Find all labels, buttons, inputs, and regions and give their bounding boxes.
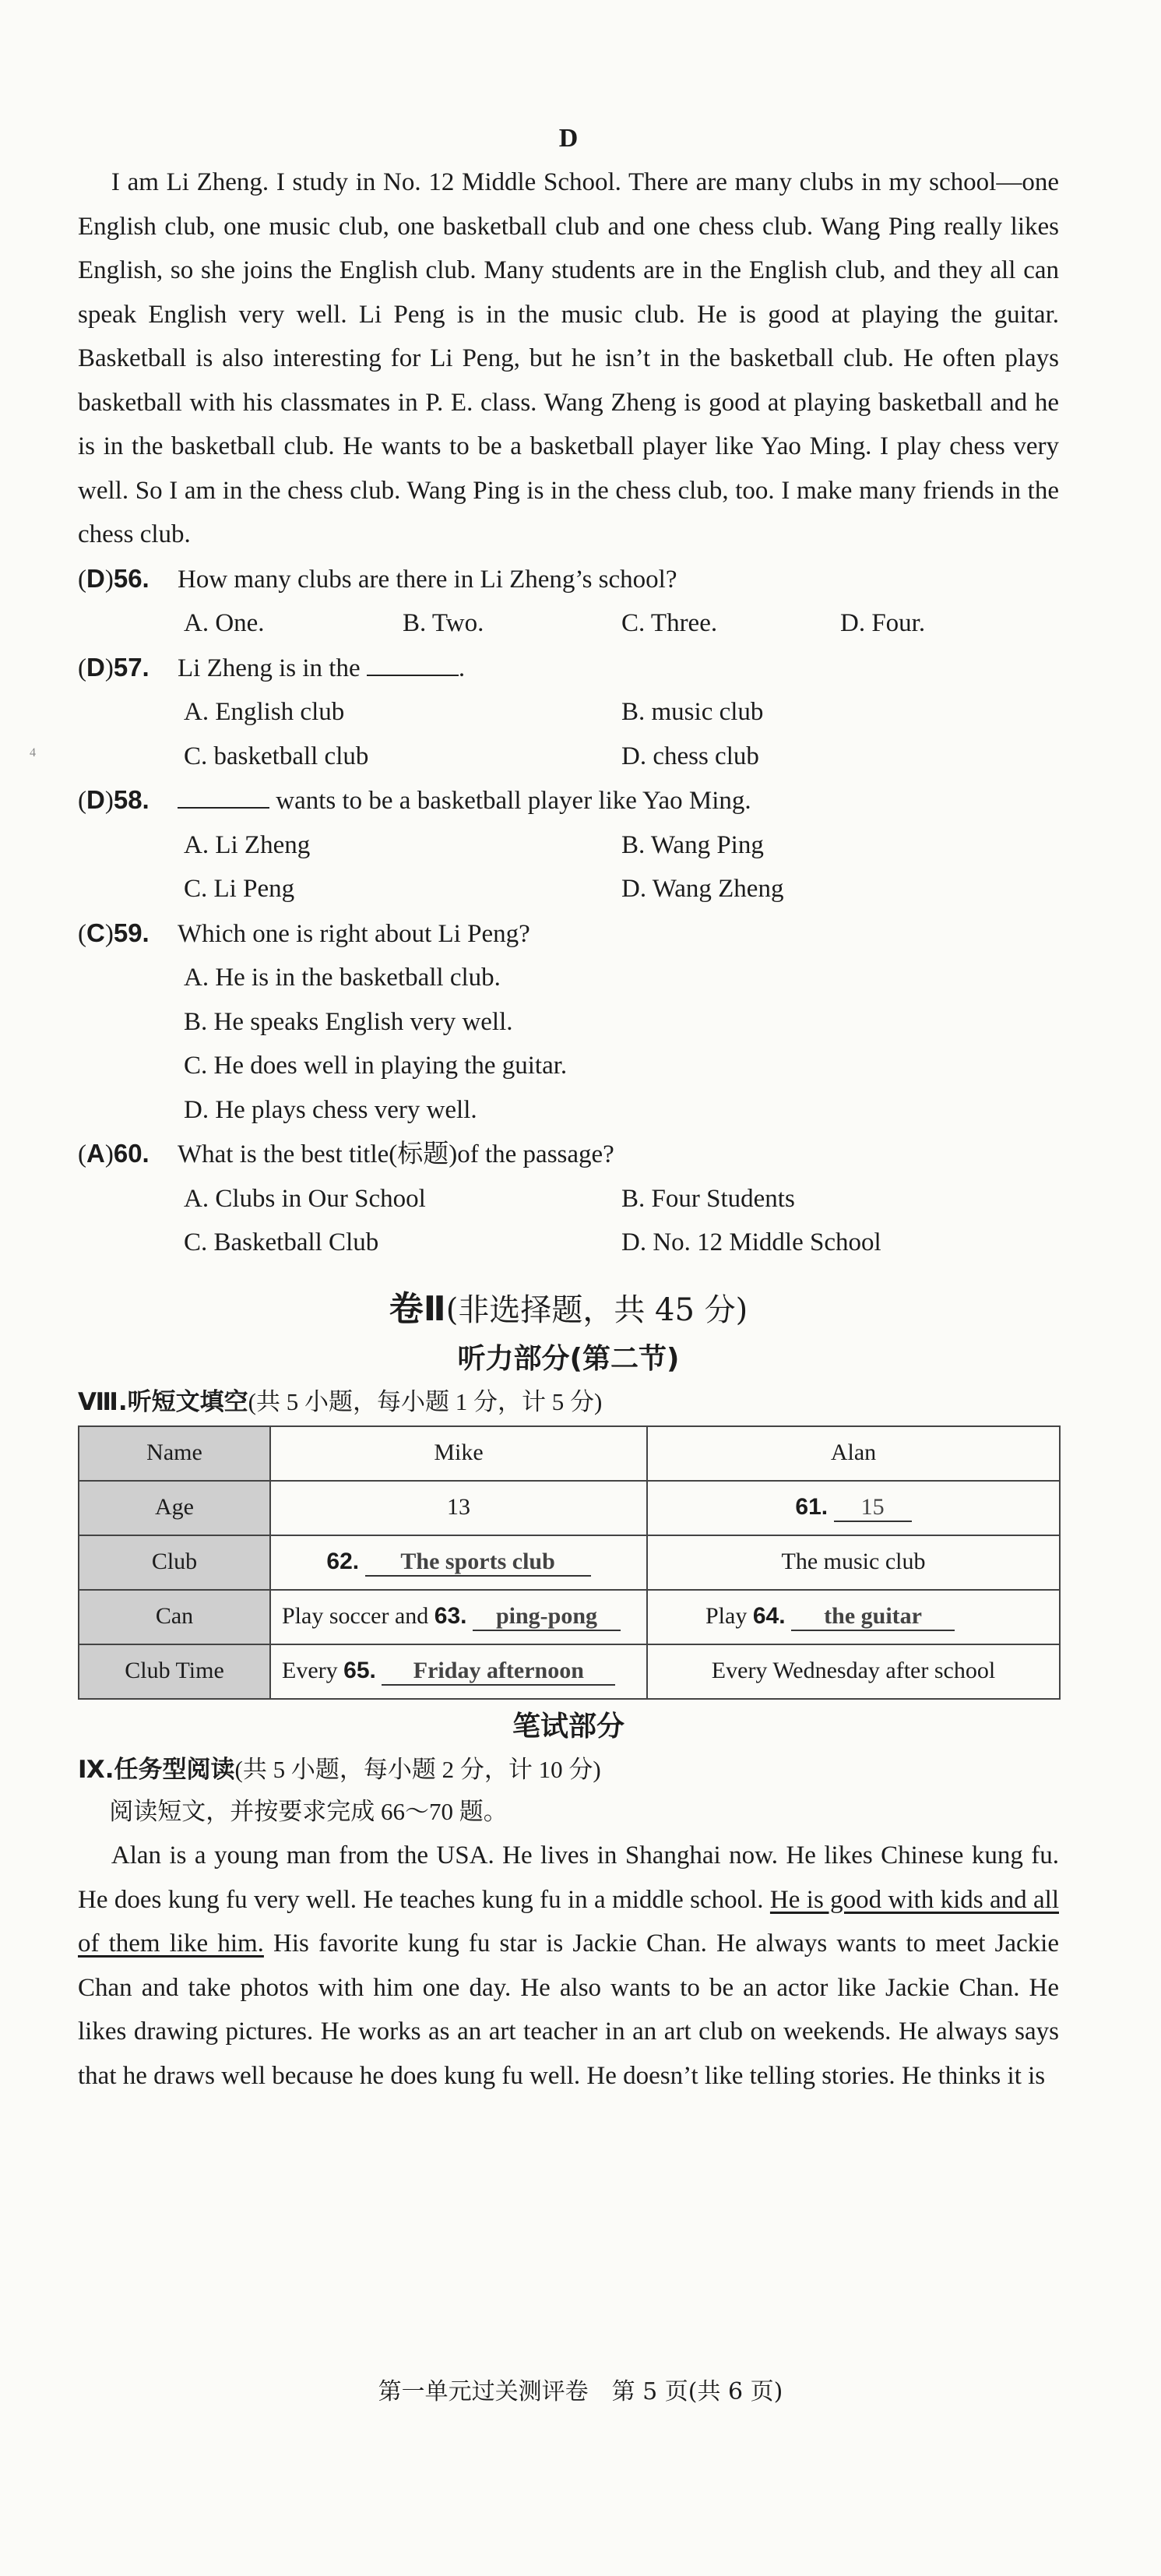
part-2-subtitle: (非选择题，共 45 分) xyxy=(445,1292,748,1328)
question-58: (D)58. wants to be a basketball player like Yao Ming. xyxy=(78,785,751,815)
answer-fill: the guitar xyxy=(791,1603,955,1631)
section-8-title: 听短文填空 xyxy=(127,1387,248,1416)
question-text-end: . xyxy=(458,654,466,682)
option: C. Three. xyxy=(621,609,718,637)
answer-57: D xyxy=(86,652,105,682)
option: B. He speaks English very well. xyxy=(184,1007,513,1036)
options-58b xyxy=(78,867,1059,911)
table-header: Mike xyxy=(270,1426,647,1481)
table-row xyxy=(79,1644,1060,1699)
question-number: 60. xyxy=(113,1139,150,1168)
passage-d-text: I am Li Zheng. I study in No. 12 Middle School. There are many clubs in my school—one English club, one music club, one basketball club and one chess club. Wang Ping really likes English, so she joins the English club. Many students are in the English club, and they all can speak English very well. Li Peng is in the music club. He is good at playing the guitar. Basketball is also interesting for Li Peng, but he isn’t in the basketball club. He often plays basketball with his classmates in P. E. class. Wang Zheng is good at playing basketball and he is in the basketball club. He wants to be a basketball player like Yao Ming. I play chess very well. So I am in the chess club. Wang Ping is in the chess club, too. I make many friends in the chess club. xyxy=(78,168,1059,548)
answer-58: D xyxy=(86,785,105,814)
section-9-number: Ⅸ. xyxy=(78,1755,114,1784)
blank-number: 61. xyxy=(795,1494,829,1521)
part-2-label: 卷Ⅱ xyxy=(389,1288,446,1329)
options-58a xyxy=(78,823,1059,868)
answer-60: A xyxy=(86,1139,105,1168)
section-9-note: (共 5 小题，每小题 2 分，计 10 分) xyxy=(234,1755,601,1783)
table-row xyxy=(79,1481,1060,1535)
section-9-heading xyxy=(78,1750,1059,1790)
blank-number: 64. xyxy=(752,1603,786,1630)
passage-alan-part2: His favorite kung fu star is Jackie Chan. He always wants to meet Jackie Chan and take photos with him one day. He also wants to be an actor like Jackie Chan. He likes drawing pictures. He works as an art teacher in an art club on weekends. He always says that he draws well because he does kung fu well. He doesn’t like telling stories. He thinks it is xyxy=(78,1929,1059,2090)
option: D. He plays chess very well. xyxy=(184,1095,477,1124)
passage-alan-part1: Alan is a young man from the USA. He lives in Shanghai now. He likes Chinese kung fu. He does kung fu very well. He teaches kung fu in a middle school. xyxy=(78,1841,1059,1914)
section-9-title: 任务型阅读 xyxy=(114,1755,235,1784)
options-60b xyxy=(78,1221,1059,1265)
question-number: 56. xyxy=(113,563,150,593)
row-label: Club Time xyxy=(79,1644,270,1699)
table-row xyxy=(79,1535,1060,1590)
cell-text: Play xyxy=(705,1603,748,1630)
row-label: Club xyxy=(79,1535,270,1590)
table-row xyxy=(79,1426,1060,1481)
option: A. One. xyxy=(184,609,265,637)
section-8-heading xyxy=(78,1382,1059,1422)
passage-letter: D xyxy=(558,124,579,153)
table-cell xyxy=(270,1535,647,1590)
table-cell xyxy=(647,1590,1060,1644)
option: D. chess club xyxy=(621,742,759,770)
table-cell: 13 xyxy=(270,1481,647,1535)
table-header: Alan xyxy=(647,1426,1060,1481)
option: C. Li Peng xyxy=(184,875,295,903)
answer-fill: The sports club xyxy=(365,1549,591,1577)
reading-instruction: 阅读短文，并按要求完成 66～70 题。 xyxy=(109,1797,508,1825)
exam-page xyxy=(78,117,1059,2098)
options-57b xyxy=(78,735,1059,779)
question-number: 57. xyxy=(113,652,150,682)
question-text: Which one is right about Li Peng? xyxy=(178,919,530,948)
row-label: Can xyxy=(79,1590,270,1644)
question-60: (A)60. What is the best title(标题)of the passage? xyxy=(78,1132,1059,1177)
table-cell: The music club xyxy=(647,1535,1060,1590)
question-56: (D)56. How many clubs are there in Li Zheng’s school? xyxy=(78,557,1059,602)
table-cell xyxy=(270,1590,647,1644)
blank-number: 62. xyxy=(326,1549,360,1575)
question-59: (C)59. Which one is right about Li Peng? xyxy=(78,911,1059,957)
options-60a xyxy=(78,1177,1059,1221)
answer-fill: Friday afternoon xyxy=(382,1658,615,1686)
option: A. English club xyxy=(184,698,345,726)
question-text: What is the best title(标题)of the passage? xyxy=(178,1140,614,1168)
row-label: Age xyxy=(79,1481,270,1535)
option: D. Wang Zheng xyxy=(621,875,784,903)
answer-fill: ping-pong xyxy=(473,1603,621,1631)
table-cell: Every Wednesday after school xyxy=(647,1644,1060,1699)
question-number: 58. xyxy=(113,785,150,814)
option: B. music club xyxy=(621,698,764,726)
table-cell xyxy=(647,1481,1060,1535)
option: A. Li Zheng xyxy=(184,830,311,859)
table-row xyxy=(79,1590,1060,1644)
listening-table xyxy=(78,1425,1061,1700)
table-cell xyxy=(270,1644,647,1699)
part-2-title xyxy=(78,1282,1059,1337)
blank-number: 65. xyxy=(343,1658,376,1684)
answer-59: C xyxy=(86,918,105,947)
question-text: wants to be a basketball player like Yao Ming. xyxy=(276,787,751,815)
question-text: Li Zheng is in the xyxy=(178,654,361,682)
question-number: 59. xyxy=(113,918,150,947)
option: C. He does well in playing the guitar. xyxy=(184,1052,568,1080)
answer-blank xyxy=(367,651,459,676)
section-8-note: (共 5 小题，每小题 1 分，计 5 分) xyxy=(248,1387,603,1415)
answer-fill: 15 xyxy=(834,1494,912,1522)
question-text: How many clubs are there in Li Zheng’s school? xyxy=(178,565,677,594)
option: A. He is in the basketball club. xyxy=(184,964,501,992)
table-header: Name xyxy=(79,1426,270,1481)
answer-blank xyxy=(178,784,269,809)
margin-mark: 4 xyxy=(30,746,36,759)
underlined-sentence: He is good with kids and all of them like him. xyxy=(78,1885,1059,1958)
question-57: (D)57. Li Zheng is in the . xyxy=(78,652,466,682)
option: A. Clubs in Our School xyxy=(184,1184,426,1213)
listening-title: 听力部分(第二节) xyxy=(457,1342,680,1375)
section-8-number: Ⅷ. xyxy=(78,1387,128,1416)
writing-title: 笔试部分 xyxy=(512,1710,624,1743)
option: B. Two. xyxy=(403,609,484,637)
options-57a xyxy=(78,690,1059,735)
option: C. Basketball Club xyxy=(184,1228,379,1256)
blank-number: 63. xyxy=(434,1603,467,1630)
option: C. basketball club xyxy=(184,742,369,770)
answer-56: D xyxy=(86,563,105,593)
option: B. Wang Ping xyxy=(621,830,764,859)
options-56 xyxy=(78,601,1059,646)
cell-text: Every xyxy=(282,1658,338,1684)
option: D. Four. xyxy=(840,609,926,637)
option: B. Four Students xyxy=(621,1184,795,1213)
cell-text: Play soccer and xyxy=(282,1603,429,1630)
passage-alan xyxy=(78,1834,1059,2098)
page-footer: 第一单元过关测评卷 第 5 页(共 6 页) xyxy=(378,2378,783,2405)
option: D. No. 12 Middle School xyxy=(621,1228,881,1256)
